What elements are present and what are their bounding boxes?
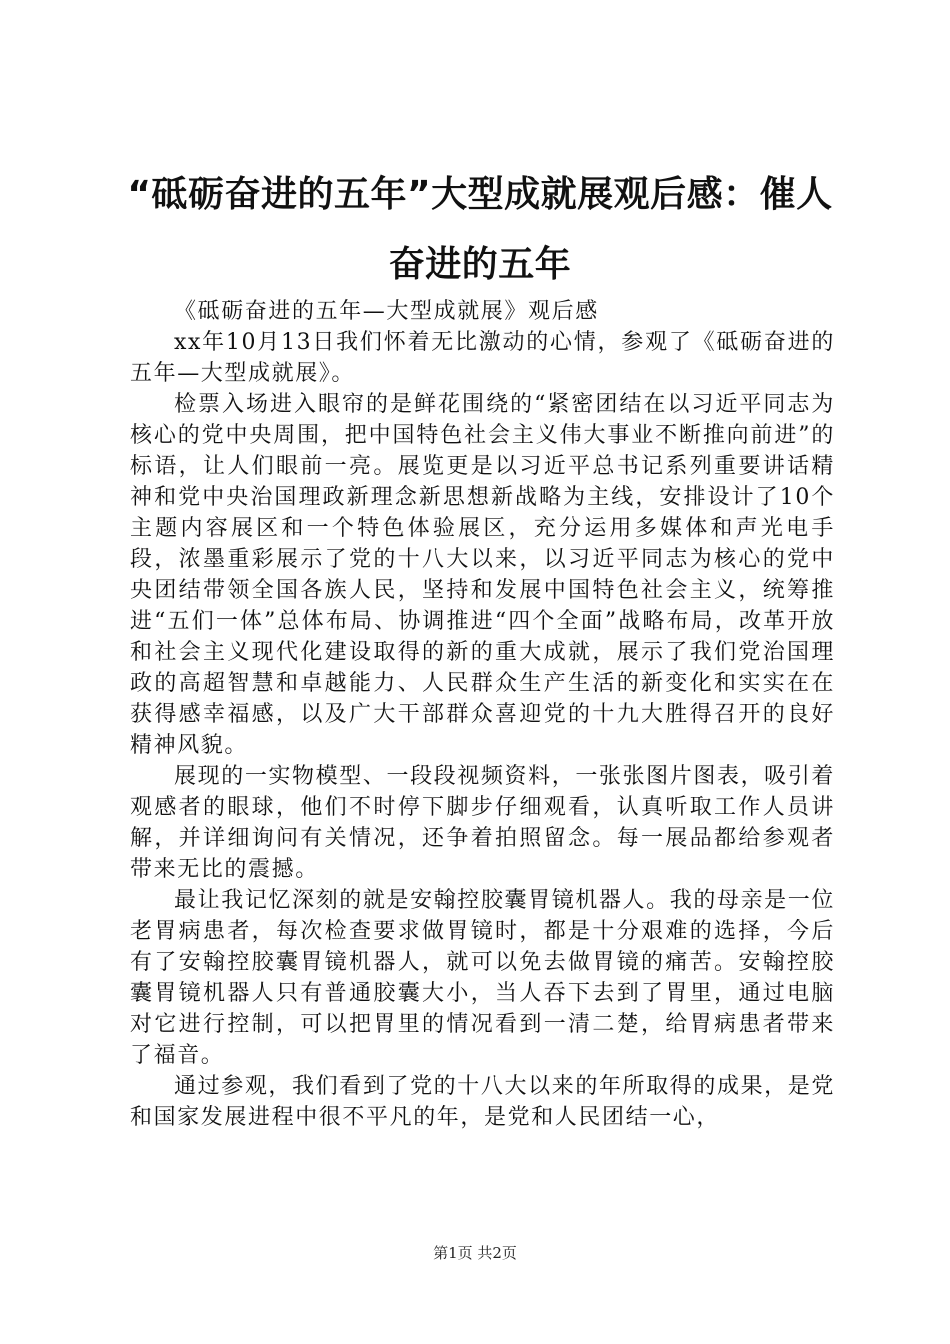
body-paragraph: 检票入场进入眼帘的是鲜花围绕的“紧密团结在以习近平同志为核心的党中央周围，把中国特色社会主义伟大事业不断推向前进”的标语，让人们眼前一亮。展览更是以习近平总书记系列重要讲话精神和党中央治国理政新理念新思想新战略为主线，安排设计了10个主题内容展区和一个特色体验展区，充分运用多媒体和声光电手段，浓墨重彩展示了党的十八大以来，以习近平同志为核心的党中央团结带领全国各族人民，坚持和发展中国特色社会主义，统筹推进“五们一体”总体布局、协调推进“四个全面”战略布局，改革开放和社会主义现代化建设取得的新的重大成就，展示了我们党治国理政的高超智慧和卓越能力、人民群众生产生活的新变化和实实在在获得感幸福感，以及广大干部群众喜迎党的十九大胜得召开的良好精神风貌。	[130, 392, 835, 758]
document-title: “砥砺奋进的五年”大型成就展观后感：催人奋进的五年	[127, 174, 833, 285]
page-number: 第1页 共2页	[433, 1244, 517, 1262]
document-body	[130, 296, 835, 1133]
body-paragraph: xx年10月13日我们怀着无比激动的心情，参观了《砥砺奋进的五年—大型成就展》。	[130, 330, 835, 386]
subtitle-paragraph: 《砥砺奋进的五年—大型成就展》观后感	[174, 299, 599, 324]
body-paragraph: 展现的一实物模型、一段段视频资料，一张张图片图表，吸引着观感者的眼球，他们不时停下脚步仔细观看，认真听取工作人员讲解，并详细询问有关情况，还争着拍照留念。每一展品都给参观者带来无比的震撼。	[130, 764, 835, 882]
page-footer	[0, 1243, 950, 1263]
body-paragraph: 最让我记忆深刻的就是安翰控胶囊胃镜机器人。我的母亲是一位老胃病患者，每次检查要求做胃镜时，都是十分艰难的选择，今后有了安翰控胶囊胃镜机器人，就可以免去做胃镜的痛苦。安翰控胶囊胃镜机器人只有普通胶囊大小，当人吞下去到了胃里，通过电脑对它进行控制，可以把胃里的情况看到一清二楚，给胃病患者带来了福音。	[130, 888, 835, 1068]
body-paragraph: 通过参观，我们看到了党的十八大以来的年所取得的成果，是党和国家发展进程中很不平凡的年，是党和人民团结一心，	[130, 1074, 835, 1130]
